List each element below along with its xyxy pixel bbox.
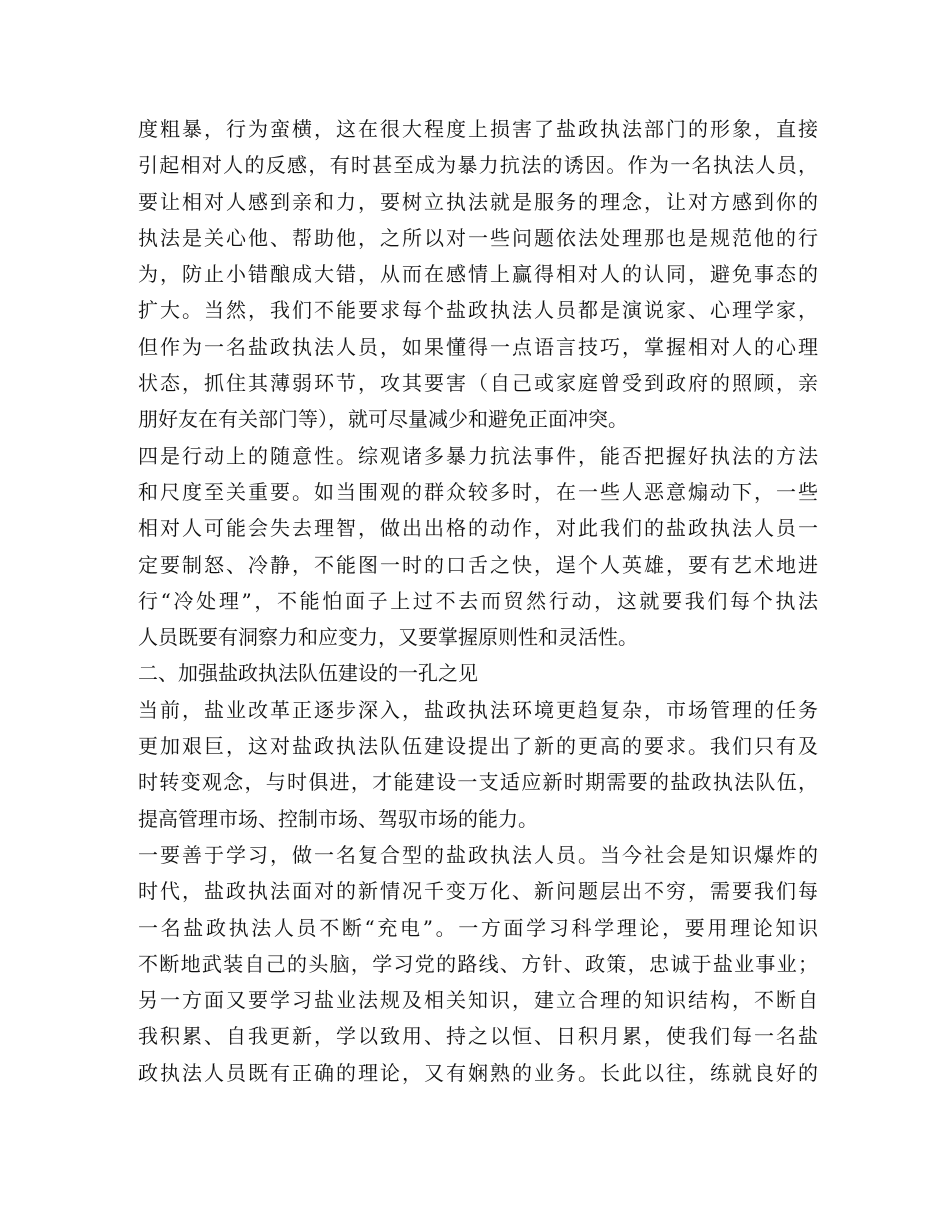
text-line: 度粗暴，行为蛮横，这在很大程度上损害了盐政执法部门的形象，直接	[138, 117, 818, 141]
text-line: 更加艰巨，这对盐政执法队伍建设提出了新的更高的要求。我们只有及	[138, 734, 818, 759]
text-line: 时代，盐政执法面对的新情况千变万化、新问题层出不穷，需要我们每	[138, 879, 818, 904]
text-line: 为，防止小错酿成大错，从而在感情上赢得相对人的认同，避免事态的	[138, 262, 818, 287]
text-line: 行“冷处理”，不能怕面子上过不去而贸然行动，这就要我们每个执法	[138, 588, 818, 613]
text-line: 相对人可能会失去理智，做出出格的动作，对此我们的盐政执法人员一	[138, 516, 818, 541]
text-line: 引起相对人的反感，有时甚至成为暴力抗法的诱因。作为一名执法人员，	[138, 153, 818, 178]
text-line: 扩大。当然，我们不能要求每个盐政执法人员都是演说家、心理学家，	[138, 298, 818, 323]
text-line: 执法是关心他、帮助他，之所以对一些问题依法处理那也是规范他的行	[138, 225, 818, 250]
text-line: 定要制怒、冷静，不能图一时的口舌之快，逞个人英雄，要有艺术地进	[138, 552, 818, 577]
text-line: 但作为一名盐政执法人员，如果懂得一点语言技巧，掌握相对人的心理	[138, 334, 818, 359]
text-line: 另一方面又要学习盐业法规及相关知识，建立合理的知识结构，不断自	[138, 988, 818, 1013]
body-text	[138, 111, 818, 1091]
text-line: 提高管理市场、控制市场、驾驭市场的能力。	[138, 806, 538, 831]
text-line: 四是行动上的随意性。综观诸多暴力抗法事件，能否把握好执法的方法	[138, 443, 818, 468]
text-line: 人员既要有洞察力和应变力，又要掌握原则性和灵活性。	[138, 625, 638, 650]
text-line: 一要善于学习，做一名复合型的盐政执法人员。当今社会是知识爆炸的	[138, 842, 818, 867]
text-line: 和尺度至关重要。如当围观的群众较多时，在一些人恶意煽动下，一些	[138, 479, 818, 504]
text-line: 朋好友在有关部门等），就可尽量减少和避免正面冲突。	[138, 407, 628, 432]
text-line: 时转变观念，与时俱进，才能建设一支适应新时期需要的盐政执法队伍，	[138, 770, 818, 795]
text-line: 要让相对人感到亲和力，要树立执法就是服务的理念，让对方感到你的	[138, 189, 818, 214]
text-line: 政执法人员既有正确的理论，又有娴熟的业务。长此以往，练就良好的	[138, 1060, 818, 1085]
text-line: 状态，抓住其薄弱环节，攻其要害（自己或家庭曾受到政府的照顾，亲	[138, 371, 818, 396]
text-line: 当前，盐业改革正逐步深入，盐政执法环境更趋复杂，市场管理的任务	[138, 697, 818, 722]
text-line: 不断地武装自己的头脑，学习党的路线、方针、政策，忠诚于盐业事业；	[138, 951, 818, 976]
text-line: 一名盐政执法人员不断“充电”。一方面学习科学理论，要用理论知识	[138, 915, 818, 940]
text-line: 二、加强盐政执法队伍建设的一孔之见	[138, 661, 478, 686]
text-line: 我积累、自我更新，学以致用、持之以恒、日积月累，使我们每一名盐	[138, 1024, 818, 1049]
